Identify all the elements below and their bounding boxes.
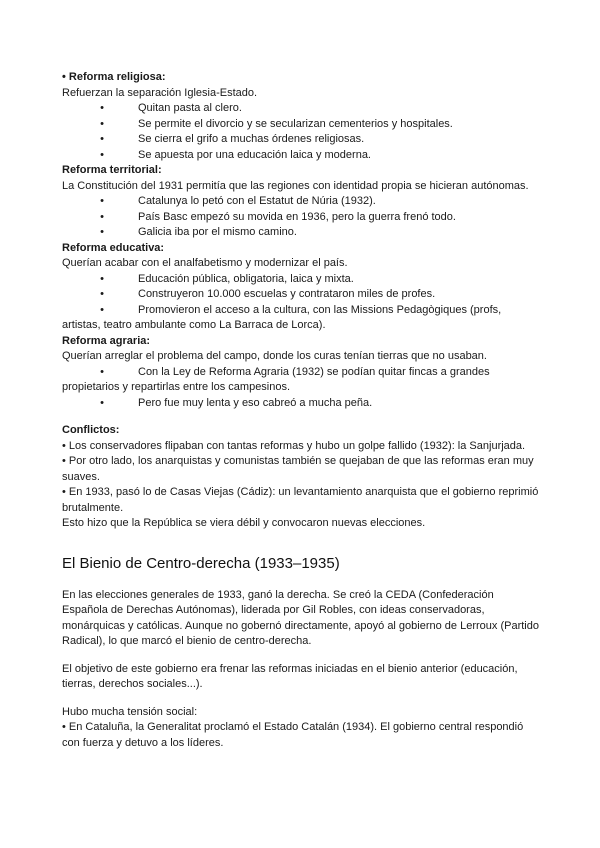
religiosa-intro: Refuerzan la separación Iglesia-Estado. bbox=[62, 86, 258, 99]
list-item: • Se apuesta por una educación laica y moderna. bbox=[100, 148, 371, 161]
conflictos-closing: Esto hizo que la República se viera débil y convocaron nuevas elecciones. bbox=[62, 517, 426, 529]
list-item: • Con la Ley de Reforma Agraria (1932) se podían quitar fincas a grandes bbox=[100, 365, 490, 378]
conflicto-item: • En 1933, pasó lo de Casas Viejas (Cádiz): un levantamiento anarquista que el gobierno reprimió brutalmente. bbox=[62, 486, 539, 514]
list-item: • Pero fue muy lenta y eso cabreó a mucha peña. bbox=[100, 396, 373, 409]
section-title: El Bienio de Centro-derecha (1933–1935) bbox=[62, 554, 340, 572]
list-item: • Quitan pasta al clero. bbox=[100, 102, 242, 114]
bienio-paragraph: En las elecciones generales de 1933, ganó la derecha. Se creó la CEDA (Confederación Española de Derechas Autónomas), liderada por Gil Robles, con ideas conservadoras, monárquicas y católicas. Aunque no gobernó directamente, apoyó al gobierno de Lerroux (Partido Radical), lo que marcó el bienio de centro-derecha. bbox=[62, 588, 539, 647]
agraria-heading: Reforma agraria: bbox=[62, 334, 151, 347]
list-item: • Se cierra el grifo a muchas órdenes religiosas. bbox=[100, 133, 365, 145]
list-item: • Catalunya lo petó con el Estatut de Núria (1932). bbox=[100, 195, 376, 207]
document-page bbox=[62, 70, 542, 751]
educativa-heading: Reforma educativa: bbox=[62, 241, 165, 254]
list-item-continuation: artistas, teatro ambulante como La Barraca de Lorca). bbox=[62, 319, 326, 331]
agraria-intro: Querían arreglar el problema del campo, donde los curas tenían tierras que no usaban. bbox=[62, 350, 487, 362]
list-item: • Educación pública, obligatoria, laica y mixta. bbox=[100, 272, 354, 285]
list-item: • Galicia iba por el mismo camino. bbox=[100, 226, 297, 238]
list-item-continuation: propietarios y repartirlas entre los campesinos. bbox=[62, 381, 291, 393]
bienio-paragraph: • En Cataluña, la Generalitat proclamó el Estado Catalán (1934). El gobierno central respondió con fuerza y detuvo a los líderes. bbox=[62, 721, 524, 749]
list-item: • Promovieron el acceso a la cultura, con las Missions Pedagògiques (profs, bbox=[100, 303, 502, 316]
territorial-heading: Reforma territorial: bbox=[62, 164, 162, 176]
conflicto-item: • Por otro lado, los anarquistas y comunistas también se quejaban de que las reformas eran muy suaves. bbox=[62, 455, 534, 483]
religiosa-heading: • Reforma religiosa: bbox=[62, 71, 166, 83]
bienio-paragraph: El objetivo de este gobierno era frenar las reformas iniciadas en el bienio anterior (educación, tierras, derechos sociales...). bbox=[62, 662, 518, 690]
conflictos-heading: Conflictos: bbox=[62, 424, 120, 436]
list-item: • País Basc empezó su movida en 1936, pero la guerra frenó todo. bbox=[100, 210, 456, 223]
list-item: • Construyeron 10.000 escuelas y contrataron miles de profes. bbox=[100, 288, 436, 300]
bienio-paragraph: Hubo mucha tensión social: bbox=[62, 705, 198, 718]
educativa-intro: Querían acabar con el analfabetismo y modernizar el país. bbox=[62, 257, 348, 269]
territorial-intro: La Constitución del 1931 permitía que las regiones con identidad propia se hicieran autónomas. bbox=[62, 179, 529, 192]
list-item: • Se permite el divorcio y se secularizan cementerios y hospitales. bbox=[100, 117, 453, 130]
conflicto-item: • Los conservadores flipaban con tantas reformas y hubo un golpe fallido (1932): la Sanjurjada. bbox=[62, 439, 526, 452]
